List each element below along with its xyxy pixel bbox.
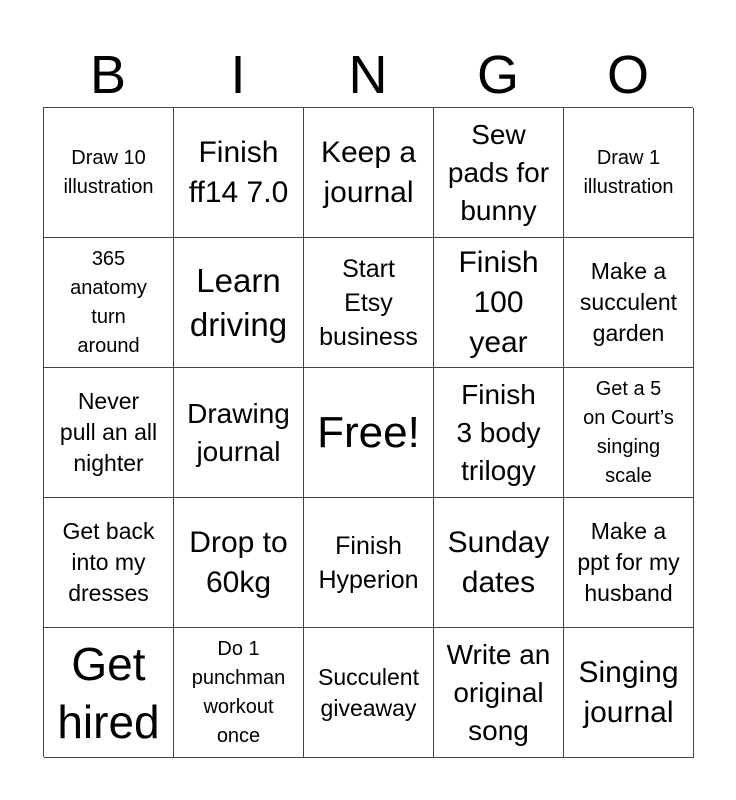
- bingo-cell[interactable]: [44, 368, 174, 498]
- bingo-cell[interactable]: [304, 238, 434, 368]
- cell-text: Make a succulent garden: [579, 258, 678, 346]
- cell-text: Free!: [317, 407, 420, 457]
- bingo-cell[interactable]: [44, 628, 174, 758]
- header-letter-o: O: [606, 45, 649, 105]
- cell-text: Singing journal: [578, 655, 679, 729]
- bingo-cell[interactable]: [44, 108, 174, 238]
- bingo-cell[interactable]: [434, 238, 564, 368]
- cell-text: Sunday dates: [447, 525, 550, 599]
- cell-text: Finish Hyperion: [318, 531, 419, 594]
- bingo-board: [43, 107, 693, 757]
- bingo-cell[interactable]: [434, 498, 564, 628]
- bingo-cell[interactable]: [304, 628, 434, 758]
- cell-text: Start Etsy business: [319, 254, 418, 351]
- cell-text: Make a ppt for my husband: [577, 518, 680, 606]
- cell-text: Sew pads for bunny: [447, 118, 550, 226]
- cell-text: Get a 5 on Court’s singing scale: [583, 377, 674, 487]
- cell-text: Write an original song: [446, 638, 551, 746]
- cell-text: Never pull an all nighter: [59, 388, 158, 476]
- cell-text: Get back into my dresses: [62, 518, 155, 606]
- bingo-cell[interactable]: [174, 238, 304, 368]
- bingo-cell[interactable]: [564, 498, 694, 628]
- bingo-cell[interactable]: [174, 368, 304, 498]
- cell-text: Draw 1 illustration: [583, 146, 674, 198]
- bingo-cell[interactable]: [564, 368, 694, 498]
- bingo-cell[interactable]: [564, 108, 694, 238]
- bingo-cell[interactable]: [304, 498, 434, 628]
- cell-text: Do 1 punchman workout once: [191, 637, 286, 747]
- bingo-cell[interactable]: [304, 368, 434, 498]
- bingo-cell[interactable]: [174, 498, 304, 628]
- cell-text: Get hired: [57, 637, 160, 748]
- cell-text: Finish 100 year: [458, 245, 539, 359]
- cell-text: Succulent giveaway: [317, 663, 419, 721]
- bingo-header: [43, 45, 693, 105]
- bingo-cell[interactable]: [44, 238, 174, 368]
- bingo-cell[interactable]: [564, 628, 694, 758]
- bingo-cell[interactable]: [434, 108, 564, 238]
- cell-text: Draw 10 illustration: [63, 146, 154, 198]
- bingo-cell[interactable]: [434, 368, 564, 498]
- header-letter-n: N: [348, 45, 388, 105]
- bingo-cell[interactable]: [434, 628, 564, 758]
- cell-text: Drop to 60kg: [189, 525, 288, 599]
- bingo-cell[interactable]: [564, 238, 694, 368]
- cell-text: Keep a journal: [320, 135, 417, 209]
- cell-text: 365 anatomy turn around: [70, 247, 147, 357]
- cell-text: Finish ff14 7.0: [188, 135, 289, 209]
- bingo-cell[interactable]: [174, 628, 304, 758]
- header-letter-b: B: [89, 45, 127, 105]
- bingo-cell[interactable]: [304, 108, 434, 238]
- cell-text: Learn driving: [189, 261, 288, 343]
- header-letter-i: I: [230, 45, 246, 105]
- header-letter-g: G: [476, 45, 519, 105]
- cell-text: Drawing journal: [187, 397, 290, 467]
- cell-text: Finish 3 body trilogy: [456, 378, 541, 486]
- bingo-cell[interactable]: [174, 108, 304, 238]
- bingo-cell[interactable]: [44, 498, 174, 628]
